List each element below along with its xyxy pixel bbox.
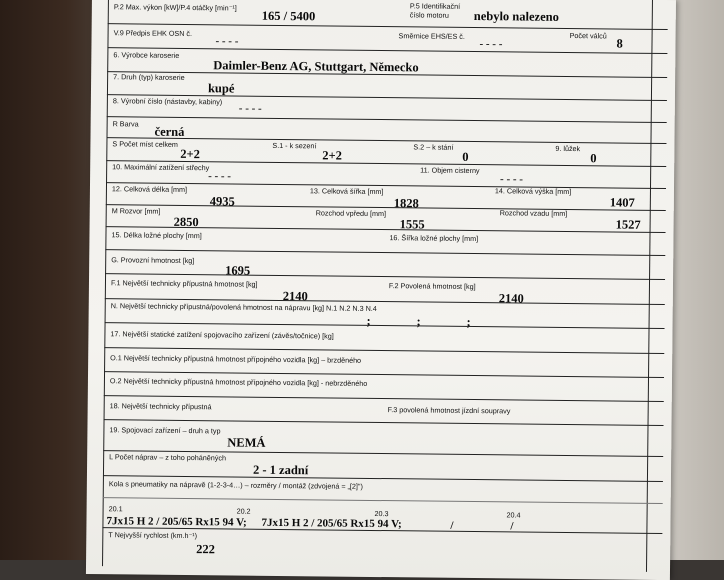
vyrobce-value: Daimler-Benz AG, Stuttgart, Německo xyxy=(213,58,419,75)
row-divider xyxy=(105,249,665,256)
tyre-202-value: 7Jx15 H 2 / 205/65 Rx15 94 V; xyxy=(261,516,402,531)
napravy-label: L Počet náprav – z toho poháněných xyxy=(109,452,227,463)
smernice-label: Směrnice EHS/ES č. xyxy=(398,31,465,41)
tyre-203-value: / xyxy=(450,519,454,532)
stani-label: S.2 – k stání xyxy=(413,142,454,152)
sezeni-label: S.1 - k sezení xyxy=(272,140,317,151)
rozvor-label: M Rozvor [mm] xyxy=(111,206,161,216)
sirka-label: 13. Celková šířka [mm] xyxy=(309,186,384,197)
row-divider xyxy=(107,116,667,123)
row-divider xyxy=(107,47,667,54)
registration-document xyxy=(86,0,676,580)
n-napravy-label: N. Největší technicky přípustná/povolená hmotnost na nápravu [kg] N.1 N.2 N.3 N.4 xyxy=(110,301,377,313)
tyre-203-label: 20.3 xyxy=(374,508,389,519)
o2-label: O.2 Největší technicky přípustná hmotnost přípojného vozidla [kg] - nebrzděného xyxy=(109,376,368,388)
v9-value: - - - - xyxy=(215,35,239,48)
napravy-value: 2 - 1 zadní xyxy=(252,462,309,478)
vyska-label: 14. Celková výška [mm] xyxy=(494,186,572,197)
pocet-valcu-label: Počet válců xyxy=(569,31,607,41)
mista-label: S Počet míst celkem xyxy=(112,139,178,149)
row-divider xyxy=(104,347,664,354)
f1-value: 2140 xyxy=(282,289,308,304)
druh-value: kupé xyxy=(207,81,235,96)
kola-label: Kola s pneumatiky na nápravě (1-2-3-4…) – rozměry / montáž (zdvojená = „[2]") xyxy=(108,479,363,491)
tyre-201-value: 7Jx15 H 2 / 205/65 Rx15 94 V; xyxy=(106,515,247,529)
zatizeni-strechy-label: 10. Maximální zatížení střechy xyxy=(112,162,210,173)
mista-value: 2+2 xyxy=(180,146,201,162)
p2-value: 165 / 5400 xyxy=(261,8,316,24)
n-separator: ; xyxy=(466,314,471,329)
vyrobni-cislo-value: - - - - xyxy=(238,102,262,115)
druh-label: 7. Druh (typ) karoserie xyxy=(113,72,185,82)
smernice-value: - - - - xyxy=(479,38,503,51)
pocet-valcu-value: 8 xyxy=(616,36,623,51)
tyre-201-label: 20.1 xyxy=(108,504,123,514)
rozchod-vpredu-value: 1555 xyxy=(399,217,425,232)
vyrobce-label: 6. Výrobce karoserie xyxy=(113,50,180,60)
barva-label: R Barva xyxy=(112,119,139,129)
objem-cisterny-value: - - - - xyxy=(500,173,524,186)
row-divider xyxy=(104,419,664,426)
delka-lozne-label: 15. Délka ložné plochy [mm] xyxy=(111,230,202,241)
delka-label: 12. Celková délka [mm] xyxy=(111,184,188,195)
row-divider xyxy=(106,137,666,144)
provozni-hmotnost-value: 1695 xyxy=(225,263,251,278)
rozchod-vpredu-label: Rozchod vpředu [mm] xyxy=(315,208,387,219)
p5-label-line2: číslo motoru xyxy=(409,10,450,20)
row17-label: 17. Největší statické zatížení spojovacího zařízení (závěs/točnice) [kg] xyxy=(110,329,334,341)
stani-value: 0 xyxy=(462,149,469,164)
row-divider xyxy=(104,395,664,402)
objem-cisterny-label: 11. Objem cisterny xyxy=(420,165,480,176)
sirka-value: 1828 xyxy=(393,196,419,211)
sezeni-value: 2+2 xyxy=(322,148,343,163)
rychlost-label: T Nejvyšší rychlost (km.h⁻¹) xyxy=(108,530,198,541)
tyre-202-label: 20.2 xyxy=(236,506,251,516)
n-separator: ; xyxy=(366,313,371,328)
f3-label: F.3 povolená hmotnost jízdní soupravy xyxy=(387,405,511,416)
provozni-hmotnost-label: G. Provozní hmotnost [kg] xyxy=(111,255,195,266)
vyska-value: 1407 xyxy=(609,195,635,210)
row18-label: 18. Největší technicky přípustná xyxy=(109,401,212,412)
n-separator: ; xyxy=(416,314,421,329)
sirka-lozne-label: 16. Šířka ložné plochy [mm] xyxy=(389,233,479,244)
zatizeni-strechy-value: - - - - xyxy=(208,170,232,183)
tyre-204-value: / xyxy=(510,520,514,533)
row19-label: 19. Spojovací zařízení – druh a typ xyxy=(109,425,221,436)
vyrobni-cislo-label: 8. Výrobní číslo (nástavby, kabiny) xyxy=(112,96,223,107)
luzek-label: 9. lůžek xyxy=(555,143,581,154)
f2-value: 2140 xyxy=(498,291,524,306)
rozvor-value: 2850 xyxy=(173,214,199,230)
luzek-value: 0 xyxy=(590,151,597,166)
row19-value: NEMÁ xyxy=(227,435,266,450)
rozchod-vzadu-label: Rozchod vzadu [mm] xyxy=(499,208,568,218)
v9-label: V.9 Předpis EHK OSN č. xyxy=(113,28,193,39)
p5-label-line1: P.5 Identifikační xyxy=(409,1,461,11)
delka-value: 4935 xyxy=(209,194,235,209)
tyre-204-label: 20.4 xyxy=(506,510,521,520)
row-divider xyxy=(105,322,665,329)
p2-label: P.2 Max. výkon [kW]/P.4 otáčky [min⁻¹] xyxy=(113,2,237,13)
f1-label: F.1 Největší technicky přípustná hmotnost [kg] xyxy=(110,278,258,289)
rozchod-vzadu-value: 1527 xyxy=(615,217,641,232)
row-divider xyxy=(103,497,663,504)
row-divider xyxy=(106,182,666,189)
p5-value: nebylo nalezeno xyxy=(473,8,559,24)
f2-label: F.2 Povolená hmotnost [kg] xyxy=(388,281,476,292)
o1-label: O.1 Největší technicky přípustná hmotnost přípojného vozidla [kg] – brzděného xyxy=(110,353,362,365)
barva-value: černá xyxy=(154,124,185,139)
rychlost-value: 222 xyxy=(196,542,216,557)
